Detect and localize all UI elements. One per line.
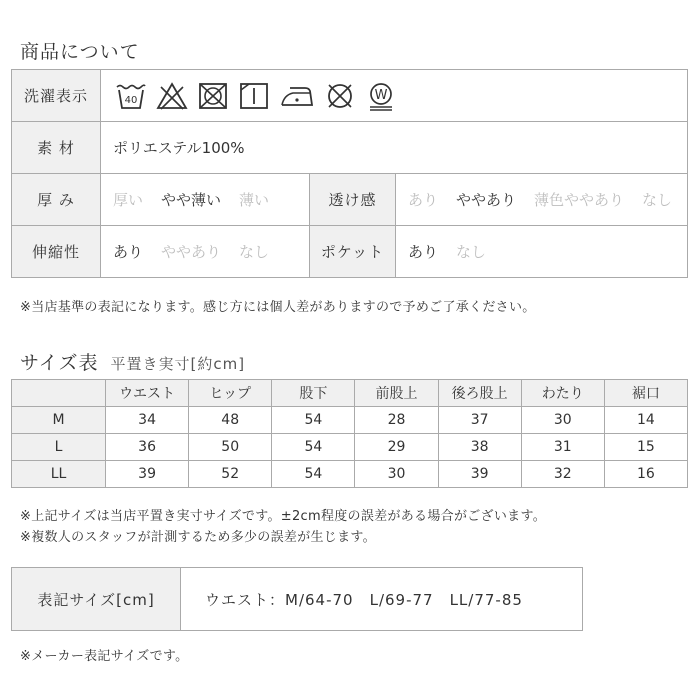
stretch-options [101,226,310,278]
size-column-header: 後ろ股上 [438,380,521,407]
option-unselected: 厚い [113,191,144,209]
thickness-sheer-row [12,174,688,226]
no-dry-clean-icon [324,81,356,111]
stretch-pocket-row [12,226,688,278]
iron-low-icon [279,81,315,111]
product-note: ※当店基準の表記になります。感じ方には個人差がありますので予めご了承ください。 [20,300,536,315]
no-bleach-icon [156,81,188,111]
care-label: 洗濯表示 [12,70,101,122]
marked-size-box [11,567,583,631]
size-cell: 16 [604,461,687,488]
size-column-header: ヒップ [189,380,272,407]
product-info-table [11,69,688,278]
size-column-header: 股下 [272,380,355,407]
sheer-label: 透け感 [310,174,396,226]
option-unselected: あり [408,191,439,209]
size-cell: 30 [521,407,604,434]
option-unselected: ややあり [161,243,222,261]
stretch-label: 伸縮性 [12,226,101,278]
option-selected: やや薄い [161,191,222,209]
size-chart-title: サイズ表 [20,352,99,374]
option-unselected: 薄い [239,191,270,209]
size-column-header: わたり [521,380,604,407]
size-cell: 34 [106,407,189,434]
size-cell: 31 [521,434,604,461]
svg-text:40: 40 [124,94,138,106]
size-table-corner [12,380,106,407]
line-dry-shade-icon [238,81,270,111]
size-cell: 15 [604,434,687,461]
option-unselected: 薄色ややあり [534,191,625,209]
thickness-options [101,174,310,226]
size-cell: 32 [521,461,604,488]
size-cell: 54 [272,461,355,488]
size-row [12,461,688,488]
size-cell: 37 [438,407,521,434]
option-selected: あり [408,243,439,261]
option-unselected: なし [239,243,270,261]
size-cell: 39 [106,461,189,488]
size-column-header: ウエスト [106,380,189,407]
no-tumble-dry-icon [197,81,229,111]
size-cell: 29 [355,434,438,461]
option-unselected: なし [642,191,673,209]
material-row [12,122,688,174]
size-cell: 48 [189,407,272,434]
marked-size-label: 表記サイズ[cm] [12,568,181,630]
material-label: 素 材 [12,122,101,174]
wash-40-icon [115,81,147,111]
size-cell: 36 [106,434,189,461]
product-info-heading: 商品について [20,41,140,63]
size-chart-subtitle: 平置き実寸[約cm] [110,355,246,373]
size-cell: 54 [272,407,355,434]
size-cell: 30 [355,461,438,488]
option-selected: あり [113,243,144,261]
size-table-body [12,407,688,488]
size-note-2: ※複数人のスタッフが計測するため多少の誤差が生じます。 [20,530,376,545]
size-cell: 38 [438,434,521,461]
size-row-label: LL [12,461,106,488]
size-cell: 54 [272,434,355,461]
svg-text:W: W [374,87,388,103]
pocket-label: ポケット [310,226,396,278]
size-row [12,434,688,461]
care-icons [101,70,687,121]
material-value: ポリエステル100% [101,122,688,174]
size-note-1: ※上記サイズは当店平置き実寸サイズです。±2cm程度の誤差がある場合がございます。 [20,509,547,524]
pocket-options [396,226,688,278]
size-column-header: 裾口 [604,380,687,407]
care-row [12,70,688,122]
size-table [11,379,688,488]
wet-clean-icon [365,81,397,111]
marked-size-note: ※メーカー表記サイズです。 [20,649,189,664]
sheer-options [396,174,688,226]
marked-size-value: ウエスト：M/64-70 L/69-77 LL/77-85 [205,590,523,609]
size-cell: 14 [604,407,687,434]
size-row [12,407,688,434]
size-row-label: L [12,434,106,461]
option-unselected: なし [456,243,487,261]
size-column-header: 前股上 [355,380,438,407]
option-selected: ややあり [456,191,517,209]
size-row-label: M [12,407,106,434]
thickness-label: 厚 み [12,174,101,226]
size-cell: 28 [355,407,438,434]
size-cell: 50 [189,434,272,461]
size-chart-heading [20,348,245,375]
size-table-header [12,380,688,407]
size-cell: 39 [438,461,521,488]
size-cell: 52 [189,461,272,488]
